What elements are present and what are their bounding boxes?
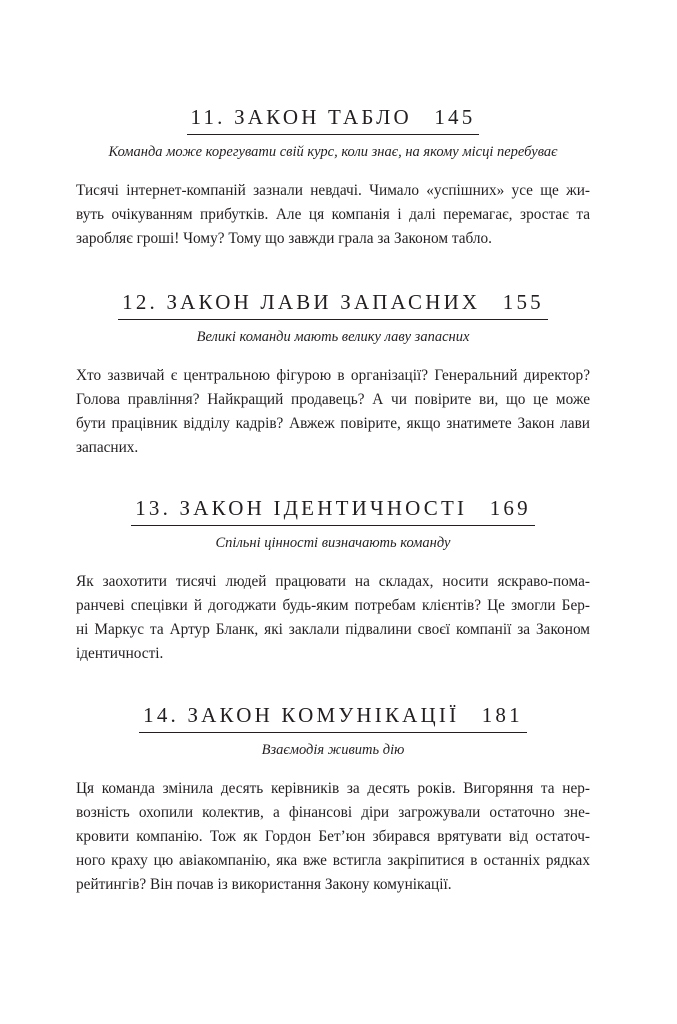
toc-entry-13 (76, 496, 590, 666)
summary-line: Хто зазвичай є центральною фігурою в організації? Генеральний директор? (76, 367, 590, 384)
summary-line: кровити компанію. Тож як Гордон Бет’юн збирався врятувати від остаточ- (76, 828, 590, 845)
chapter-summary (76, 179, 590, 251)
chapter-page-number: 181 (481, 703, 523, 727)
chapter-subtitle: Спільні цінності визначають команду (215, 535, 451, 551)
summary-line: заробляє гроші! Чому? Тому що завжди грала за Законом табло. (76, 230, 493, 247)
chapter-heading[interactable] (118, 290, 548, 320)
summary-line: ідентичності. (76, 645, 164, 662)
chapter-number: 13. (135, 496, 172, 520)
summary-line: вуть очікуванням прибутків. Але ця компанія і далі перемагає, зростає та (76, 206, 590, 223)
chapter-summary (76, 777, 590, 897)
summary-line: рейтингів? Він почав із використання Закону комунікації. (76, 876, 452, 893)
summary-line: Тисячі інтернет-компаній зазнали невдачі. Чимало «успішних» усе ще жи- (76, 182, 590, 199)
chapter-title: ЗАКОН ЛАВИ ЗАПАСНИХ (166, 290, 481, 314)
summary-line: бути працівник відділу кадрів? Авжеж повірите, якщо знатимете Закон лави (76, 415, 590, 432)
summary-line: Ця команда змінила десять керівників за десять років. Вигоряння та нер- (76, 780, 590, 797)
chapter-summary (76, 570, 590, 666)
chapter-summary (76, 364, 590, 460)
chapter-heading[interactable] (139, 703, 527, 733)
chapter-number: 14. (143, 703, 179, 727)
chapter-number: 11. (190, 105, 226, 129)
chapter-heading[interactable] (187, 105, 480, 135)
chapter-page-number: 145 (434, 105, 476, 129)
chapter-title: ЗАКОН ТАБЛО (234, 105, 412, 129)
summary-line: Як заохотити тисячі людей працювати на складах, носити яскраво-пома- (76, 573, 590, 590)
chapter-heading-wrap (76, 290, 590, 320)
summary-line: ранчеві спецівки й догоджати будь-яким потребам клієнтів? Це змогли Бер- (76, 597, 590, 614)
chapter-subtitle: Великі команди мають велику лаву запасних (196, 329, 470, 345)
summary-line: возність охопили колектив, а фінансові діри загрожували остаточно зне- (76, 804, 590, 821)
chapter-heading[interactable] (131, 496, 535, 526)
summary-line: ні Маркус та Артур Бланк, які заклали підвалини своєї компанії за Законом (76, 621, 590, 638)
summary-line: запасних. (76, 439, 139, 456)
chapter-title: ЗАКОН ІДЕНТИЧНОСТІ (179, 496, 468, 520)
chapter-title: ЗАКОН КОМУНІКАЦІЇ (187, 703, 460, 727)
toc-entry-11 (76, 105, 590, 251)
toc-entry-14 (76, 703, 590, 897)
chapter-number: 12. (122, 290, 158, 314)
chapter-heading-wrap (76, 703, 590, 733)
chapter-subtitle: Команда може корегувати свій курс, коли знає, на якому місці перебуває (108, 144, 558, 160)
chapter-page-number: 155 (502, 290, 544, 314)
summary-line: Голова правління? Найкращий продавець? А чи повірите ви, що це може (76, 391, 590, 408)
chapter-heading-wrap (76, 496, 590, 526)
chapter-page-number: 169 (489, 496, 531, 520)
toc-entry-12 (76, 290, 590, 460)
chapter-subtitle: Взаємодія живить дію (261, 742, 405, 758)
chapter-heading-wrap (76, 105, 590, 135)
summary-line: ного краху цю авіакомпанію, яка вже встигла закріпитися в останніх рядках (76, 852, 590, 869)
